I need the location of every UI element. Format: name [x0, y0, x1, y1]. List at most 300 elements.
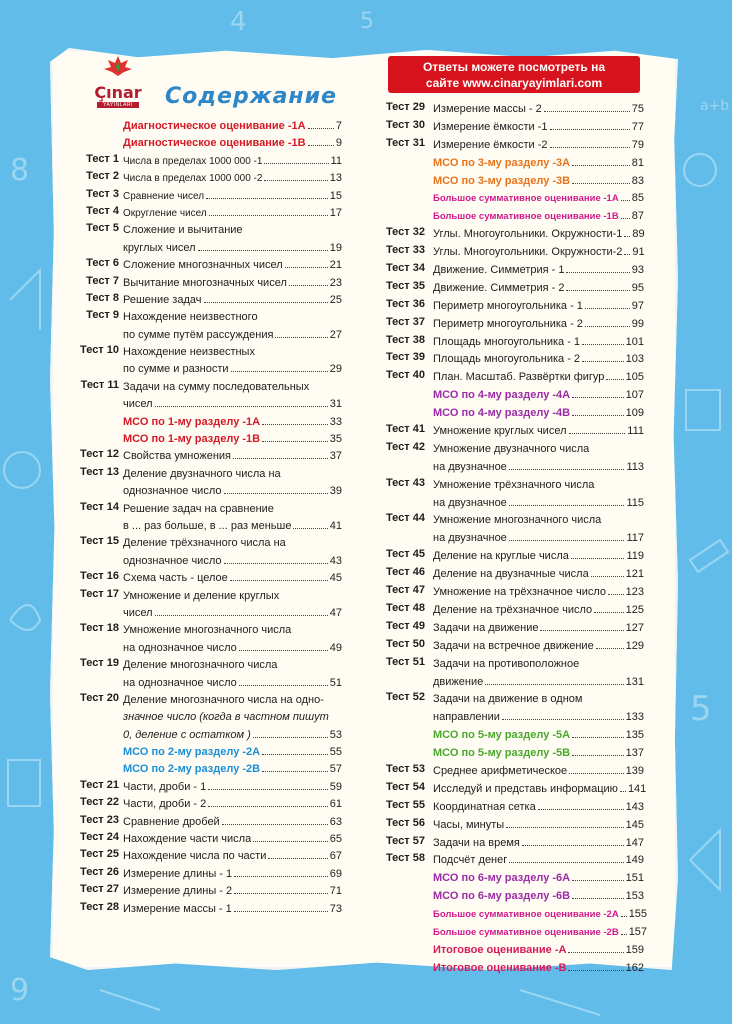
toc-page-number: 147 [625, 836, 644, 849]
toc-entry[interactable] [76, 501, 342, 536]
toc-test-number: Тест 46 [386, 566, 425, 579]
toc-page-number: 149 [625, 854, 644, 867]
toc-test-number: Тест 2 [86, 170, 119, 183]
toc-entry[interactable] [386, 190, 644, 208]
toc-entry[interactable] [386, 548, 644, 566]
toc-leader-dots [264, 180, 327, 181]
toc-page-number: 117 [626, 532, 644, 545]
toc-leader-dots [572, 165, 630, 166]
toc-entry[interactable] [386, 316, 644, 334]
toc-entry[interactable] [386, 387, 644, 405]
toc-entry[interactable] [386, 942, 644, 960]
toc-entry[interactable] [76, 535, 342, 570]
toc-entry[interactable] [386, 351, 644, 369]
toc-leader-dots [572, 415, 624, 416]
toc-page-number: 155 [628, 908, 648, 921]
toc-entry[interactable] [386, 817, 644, 835]
toc-test-number: Тест 26 [80, 865, 119, 878]
banner-line-2: сайте www.cinaryayimlari.com [425, 76, 603, 90]
toc-leader-dots [606, 379, 623, 380]
toc-entry[interactable] [76, 831, 342, 848]
toc-entry[interactable] [76, 796, 342, 813]
toc-page-number: 95 [631, 281, 644, 294]
toc-test-number: Тест 6 [86, 257, 119, 270]
toc-leader-dots [596, 648, 624, 649]
toc-test-number: Тест 15 [80, 535, 119, 548]
toc-test-number: Тест 34 [386, 262, 425, 275]
toc-entry-title: чисел [123, 398, 153, 411]
toc-entry[interactable] [386, 620, 644, 638]
toc-entry[interactable] [76, 222, 342, 257]
toc-leader-dots [621, 218, 630, 219]
toc-entry-title: Нахождение числа по части [123, 850, 267, 863]
toc-leader-dots [262, 754, 328, 755]
toc-entry[interactable] [386, 280, 644, 298]
toc-leader-dots [572, 397, 624, 398]
toc-entry-title: Итоговое оценивание -В [433, 961, 567, 974]
toc-test-number: Тест 45 [386, 548, 425, 561]
banner-line-1: Ответы можете посмотреть на [422, 60, 606, 74]
toc-entry[interactable] [386, 656, 644, 692]
toc-leader-dots [509, 505, 625, 506]
toc-entry[interactable] [76, 292, 342, 309]
svg-text:9: 9 [10, 973, 30, 1008]
toc-page-number: 162 [625, 961, 644, 974]
toc-test-number: Тест 27 [80, 883, 119, 896]
toc-entry-title: Координатная сетка [433, 800, 536, 813]
toc-entry[interactable] [76, 431, 342, 448]
toc-leader-dots [572, 755, 624, 756]
logo-sub: YAYINLARI [97, 102, 139, 108]
toc-entry[interactable] [386, 334, 644, 352]
toc-entry-title: Умножение трёхзначного числа [433, 478, 595, 491]
toc-entry-title: Деление на трёхзначное число [433, 603, 593, 616]
toc-leader-dots [568, 970, 623, 971]
toc-page-number: 51 [329, 676, 342, 689]
toc-entry[interactable] [76, 309, 342, 344]
toc-test-number: Тест 48 [386, 601, 425, 614]
toc-entry[interactable] [386, 584, 644, 602]
toc-entry-title: на двузначное [433, 532, 507, 545]
toc-entry-title: Сравнение дробей [123, 815, 220, 828]
toc-entry[interactable] [76, 901, 342, 918]
toc-entry-title: Исследуй и представь информацию [433, 782, 618, 795]
toc-leader-dots [268, 858, 327, 859]
toc-entry[interactable] [386, 960, 644, 978]
toc-test-number: Тест 20 [80, 691, 119, 704]
toc-test-number: Тест 17 [80, 587, 119, 600]
toc-leader-dots [538, 809, 624, 810]
toc-entry[interactable] [386, 155, 644, 173]
toc-entry-title: по сумме путём рассуждения [123, 328, 274, 341]
toc-entry-title: МСО по 2-му разделу -2В [123, 763, 261, 776]
toc-entry[interactable] [386, 137, 644, 155]
toc-entry[interactable] [386, 173, 644, 191]
toc-leader-dots [540, 630, 623, 631]
toc-entry-title: Умножение многозначного числа [433, 514, 602, 527]
svg-text:5: 5 [360, 9, 374, 34]
toc-entry-title: Задачи на встречное движение [433, 639, 594, 652]
toc-entry-title: Площадь многоугольника - 1 [433, 335, 581, 348]
toc-entry[interactable] [76, 570, 342, 587]
toc-page-number: 61 [329, 798, 342, 811]
toc-leader-dots [289, 285, 328, 286]
toc-entry-title: Большое суммативное оценивание -1В [433, 211, 619, 223]
toc-entry[interactable] [76, 118, 342, 135]
toc-leader-dots [550, 147, 630, 148]
toc-entry[interactable] [386, 924, 648, 942]
toc-page-number: 143 [625, 800, 644, 813]
answers-banner[interactable] [388, 56, 640, 93]
svg-text:a+b: a+b [700, 98, 730, 114]
toc-entry-title: Деление трёхзначного числа на [123, 537, 286, 550]
toc-test-number: Тест 19 [80, 657, 119, 670]
toc-page-number: 159 [625, 943, 644, 956]
toc-leader-dots [608, 594, 624, 595]
toc-entry[interactable] [76, 153, 342, 170]
toc-page-number: 131 [625, 675, 644, 688]
toc-leader-dots [568, 952, 623, 953]
toc-leader-dots [572, 898, 624, 899]
toc-entry-title: МСО по 6-му разделу -6А [433, 872, 571, 885]
toc-entry-title: направлении [433, 711, 500, 724]
toc-page-number: 57 [329, 763, 342, 776]
toc-page-number: 81 [631, 156, 644, 169]
toc-entry-title: Площадь многоугольника - 2 [433, 353, 581, 366]
toc-entry[interactable] [386, 638, 644, 656]
toc-leader-dots [253, 841, 328, 842]
toc-test-number: Тест 31 [386, 136, 425, 149]
toc-page-number: 113 [626, 460, 644, 473]
toc-test-number: Тест 21 [80, 778, 119, 791]
toc-page-number: 89 [632, 228, 645, 241]
toc-page-number: 53 [329, 728, 342, 741]
toc-entry-title: однозначное число [123, 554, 222, 567]
toc-entry-title: Деление двузначного числа на [123, 467, 281, 480]
toc-test-number: Тест 56 [386, 816, 425, 829]
toc-leader-dots [585, 308, 630, 309]
toc-leader-dots [308, 128, 334, 129]
toc-entry[interactable] [386, 870, 644, 888]
toc-entry[interactable] [76, 622, 342, 657]
toc-page-number: 151 [625, 872, 644, 885]
toc-test-number: Тест 13 [80, 465, 119, 478]
toc-entry[interactable] [76, 205, 342, 222]
toc-entry[interactable] [386, 852, 644, 870]
toc-leader-dots [262, 771, 328, 772]
toc-page-number: 7 [335, 120, 342, 132]
toc-entry-title: МСО по 2-му разделу -2А [123, 746, 261, 759]
toc-page-number: 133 [625, 711, 644, 724]
toc-entry-title: Задачи на сумму последовательных [123, 380, 310, 393]
toc-page-number: 109 [625, 407, 644, 420]
toc-test-number: Тест 53 [386, 762, 425, 775]
toc-entry[interactable] [386, 441, 644, 477]
toc-test-number: Тест 3 [86, 187, 119, 200]
toc-entry[interactable] [76, 135, 342, 152]
toc-test-number: Тест 52 [386, 691, 425, 704]
toc-entry-title: МСО по 4-му разделу -4В [433, 407, 571, 420]
toc-page-number: 73 [329, 902, 342, 915]
toc-entry-title: Большое суммативное оценивание -1А [433, 193, 619, 205]
toc-entry-title: Измерение длины - 2 [123, 885, 233, 898]
toc-leader-dots [233, 458, 328, 459]
toc-leader-dots [253, 737, 328, 738]
toc-leader-dots [155, 615, 328, 616]
toc-entry-title: Нахождение неизвестного [123, 311, 258, 324]
toc-entry-title: Деление многозначного числа на одно- [123, 693, 324, 706]
toc-entry-title: Числа в пределах 1000 000 -1 [123, 155, 263, 167]
toc-page-number: 37 [329, 450, 342, 463]
toc-test-number: Тест 16 [80, 570, 119, 583]
toc-page-number: 65 [329, 833, 342, 846]
toc-page-number: 145 [625, 818, 644, 831]
toc-entry-title: Вычитание многозначных чисел [123, 276, 287, 289]
toc-entry-title: по сумме и разности [123, 363, 229, 376]
toc-entry[interactable] [76, 466, 342, 501]
toc-test-number: Тест 1 [86, 152, 119, 165]
toc-leader-dots [571, 558, 625, 559]
toc-page-number: 27 [329, 328, 342, 341]
logo-name: Çınar [94, 83, 142, 102]
toc-leader-dots [230, 580, 328, 581]
toc-page-number: 107 [625, 389, 644, 402]
toc-entry[interactable] [76, 814, 342, 831]
svg-text:5: 5 [690, 689, 712, 729]
toc-entry-title: Итоговое оценивание -А [433, 943, 567, 956]
toc-entry[interactable] [386, 101, 644, 119]
toc-page-number: 45 [329, 572, 342, 585]
toc-test-number: Тест 38 [386, 333, 425, 346]
toc-entry-title: Умножение круглых чисел [433, 425, 567, 438]
toc-page-number: 69 [329, 867, 342, 880]
toc-entry[interactable] [386, 888, 644, 906]
toc-entry[interactable] [386, 835, 644, 853]
toc-entry[interactable] [76, 344, 342, 379]
toc-entry[interactable] [386, 906, 648, 924]
toc-leader-dots [585, 326, 630, 327]
toc-entry[interactable] [76, 883, 342, 900]
toc-entry-title: значное число (когда в частном пишут [123, 711, 329, 724]
toc-entry-title: Часы, минуты [433, 818, 505, 831]
toc-entry-title: Углы. Многоугольники. Окружности-1 [433, 228, 623, 241]
toc-entry-title: на двузначное [433, 460, 507, 473]
toc-test-number: Тест 12 [80, 448, 119, 461]
toc-page-number: 77 [631, 120, 644, 133]
toc-test-number: Тест 10 [80, 344, 119, 357]
toc-entry[interactable] [386, 602, 644, 620]
logo-leaf-icon [101, 54, 135, 78]
toc-entry[interactable] [386, 423, 644, 441]
toc-test-number: Тест 44 [386, 512, 425, 525]
toc-leader-dots [208, 789, 328, 790]
toc-leader-dots [569, 773, 623, 774]
toc-entry-title: МСО по 3-му разделу -3А [433, 156, 571, 169]
toc-page-number: 71 [329, 885, 342, 898]
toc-leader-dots [308, 145, 334, 146]
toc-leader-dots [621, 916, 627, 917]
toc-leader-dots [582, 361, 624, 362]
toc-entry-title: Умножение и деление круглых [123, 589, 280, 602]
toc-test-number: Тест 14 [80, 500, 119, 513]
toc-entry-title: Части, дроби - 1 [123, 780, 207, 793]
toc-leader-dots [208, 806, 328, 807]
toc-test-number: Тест 37 [386, 315, 425, 328]
toc-entry[interactable] [386, 298, 644, 316]
toc-entry-title: Сложение и вычитание [123, 224, 243, 237]
toc-page-number: 115 [626, 496, 644, 509]
toc-page-number: 35 [329, 433, 342, 446]
toc-entry-title: в ... раз больше, в ... раз меньше [123, 519, 292, 532]
toc-page-number: 25 [329, 293, 342, 306]
toc-entry[interactable] [76, 379, 342, 414]
toc-entry-title: однозначное число [123, 485, 222, 498]
toc-entry[interactable] [386, 477, 644, 513]
toc-entry[interactable] [76, 744, 342, 761]
toc-leader-dots [572, 183, 630, 184]
toc-leader-dots [485, 684, 623, 685]
toc-test-number: Тест 36 [386, 297, 425, 310]
toc-entry-title: МСО по 5-му разделу -5А [433, 729, 571, 742]
toc-page-number: 23 [329, 276, 342, 289]
toc-entry-title: Схема часть - целое [123, 572, 228, 585]
toc-entry-title: Измерение ёмкости -2 [433, 138, 548, 151]
toc-entry-title: Части, дроби - 2 [123, 798, 207, 811]
toc-page-number: 31 [329, 398, 342, 411]
toc-page-number: 121 [625, 568, 644, 581]
toc-leader-dots [509, 469, 625, 470]
toc-leader-dots [222, 824, 328, 825]
toc-page-number: 137 [625, 747, 644, 760]
toc-entry[interactable] [386, 799, 644, 817]
toc-page-number: 119 [626, 550, 644, 563]
toc-page-number: 97 [631, 299, 644, 312]
toc-leader-dots [285, 267, 328, 268]
toc-entry[interactable] [76, 866, 342, 883]
toc-entry-title: Умножение многозначного числа [123, 624, 292, 637]
toc-entry[interactable] [76, 275, 342, 292]
toc-entry[interactable] [76, 588, 342, 623]
toc-entry[interactable] [76, 761, 342, 778]
toc-entry[interactable] [76, 188, 342, 205]
toc-entry[interactable] [386, 119, 644, 137]
toc-entry-title: Задачи на время [433, 836, 520, 849]
toc-entry-title: Деление многозначного числа [123, 659, 278, 672]
toc-entry[interactable] [386, 512, 644, 548]
toc-entry[interactable] [386, 745, 644, 763]
toc-entry[interactable] [386, 405, 644, 423]
toc-entry[interactable] [386, 244, 644, 262]
toc-test-number: Тест 29 [386, 101, 425, 113]
toc-entry[interactable] [386, 208, 644, 226]
toc-entry-title: Задачи на движение [433, 621, 539, 634]
toc-entry-title: МСО по 3-му разделу -3В [433, 174, 571, 187]
toc-page-number: 139 [625, 764, 644, 777]
toc-entry[interactable] [76, 848, 342, 865]
toc-test-number: Тест 40 [386, 369, 425, 382]
toc-entry-title: Числа в пределах 1000 000 -2 [123, 173, 263, 185]
svg-text:4: 4 [230, 7, 247, 37]
toc-leader-dots [293, 528, 327, 529]
toc-entry[interactable] [386, 262, 644, 280]
toc-entry-title: Умножение двузначного числа [433, 442, 590, 455]
toc-entry[interactable] [76, 448, 342, 465]
toc-entry[interactable] [76, 257, 342, 274]
toc-page-number: 93 [631, 264, 644, 277]
toc-entry-title: Периметр многоугольника - 1 [433, 299, 583, 312]
toc-leader-dots [594, 612, 623, 613]
toc-entry-title: Свойства умножения [123, 450, 232, 463]
toc-entry[interactable] [76, 657, 342, 692]
toc-page-number: 13 [329, 172, 342, 185]
toc-test-number: Тест 33 [386, 244, 425, 257]
toc-test-number: Тест 50 [386, 637, 425, 650]
toc-page-number: 11 [330, 154, 342, 167]
toc-entry[interactable] [386, 226, 644, 244]
toc-page-number: 75 [631, 103, 644, 115]
toc-leader-dots [224, 563, 328, 564]
toc-entry-title: 0, деление с остатком ) [123, 728, 251, 741]
toc-leader-dots [582, 344, 624, 345]
toc-leader-dots [264, 163, 328, 164]
toc-entry-title: чисел [123, 606, 153, 619]
toc-entry[interactable] [386, 566, 644, 584]
toc-leader-dots [234, 911, 328, 912]
toc-entry[interactable] [76, 779, 342, 796]
toc-entry[interactable] [386, 763, 644, 781]
toc-entry[interactable] [76, 414, 342, 431]
toc-page-number: 157 [628, 925, 648, 938]
toc-entry[interactable] [386, 727, 644, 745]
toc-entry-title: движение [433, 675, 484, 688]
toc-entry-title: Решение задач [123, 293, 202, 306]
toc-entry[interactable] [76, 170, 342, 187]
toc-entry-title: Диагностическое оценивание -1В [123, 137, 306, 150]
toc-test-number: Тест 35 [386, 279, 425, 292]
toc-test-number: Тест 18 [80, 622, 119, 635]
logo [88, 54, 148, 108]
toc-test-number: Тест 5 [86, 222, 119, 235]
toc-page-number: 47 [329, 606, 342, 619]
toc-test-number: Тест 24 [80, 831, 119, 844]
toc-test-number: Тест 41 [386, 423, 425, 436]
toc-leader-dots [262, 424, 328, 425]
toc-entry-title: Решение задач на сравнение [123, 502, 274, 515]
toc-leader-dots [620, 791, 626, 792]
toc-entry-title: Диагностическое оценивание -1А [123, 120, 306, 132]
toc-entry[interactable] [386, 780, 647, 799]
toc-test-number: Тест 7 [86, 274, 119, 287]
toc-entry-title: Сложение многозначных чисел [123, 259, 283, 272]
toc-entry[interactable] [76, 692, 342, 744]
toc-entry[interactable] [386, 691, 644, 727]
toc-entry-title: Измерение массы - 1 [123, 902, 232, 915]
toc-entry-title: на однозначное число [123, 641, 237, 654]
toc-test-number: Тест 4 [86, 204, 119, 217]
toc-leader-dots [509, 540, 625, 541]
toc-leader-dots [621, 200, 630, 201]
toc-entry[interactable] [386, 369, 644, 387]
toc-leader-dots [262, 441, 328, 442]
toc-page-number: 101 [625, 335, 644, 348]
toc-leader-dots [544, 111, 630, 112]
toc-leader-dots [591, 576, 624, 577]
toc-page-number: 105 [625, 371, 644, 384]
toc-entry-title: Задачи на движение в одном [433, 693, 583, 706]
toc-test-number: Тест 54 [386, 780, 425, 793]
toc-page-number: 91 [632, 246, 645, 259]
toc-leader-dots [624, 254, 630, 255]
